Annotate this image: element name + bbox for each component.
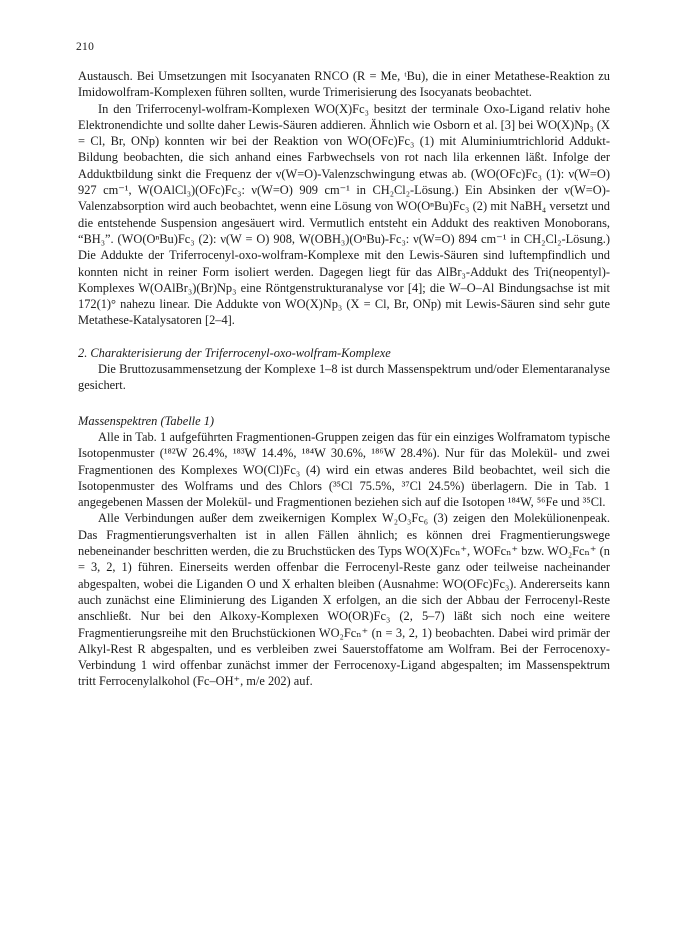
paragraph-composition: Die Bruttozusammensetzung der Komplexe 1–8 ist durch Massenspektrum und/oder Elementaranalyse gesichert. bbox=[78, 362, 610, 393]
paragraph-isotope-pattern: Alle in Tab. 1 aufgeführten Fragmentionen-Gruppen zeigen das für ein einziges Wolframatom typische Isotopenmuster (¹⁸²W 26.4%, ¹⁸³W 14.4%, ¹⁸⁴W 30.6%, ¹⁸⁶W 28.4%). Nur für das Molekül- und zwei Fragmentionen des Komplexes WO(Cl)Fc₃ (4) wird ein etwas anderes Bild beobachtet, weil sich die Isotopenmuster des Wolframs und des Chlors (³⁵Cl 75.5%, ³⁷Cl 24.5%) überlagern. Die in Tab. 1 angegebenen Massen der Molekül- und Fragmentionen beziehen sich auf die Isotopen ¹⁸⁴W, ⁵⁶Fe und ³⁵Cl. bbox=[78, 429, 610, 510]
page-number: 210 bbox=[76, 41, 95, 53]
paragraph-continuation: Austausch. Bei Umsetzungen mit Isocyanaten RNCO (R = Me, ᵗBu), die in einer Metathese-Reaktion zu Imidowolfram-Komplexen führen sollten, wurde Trimerisierung des Isocyanats beobachtet. bbox=[78, 69, 610, 100]
paragraph-fragmentation: Alle Verbindungen außer dem zweikernigen Komplex W₂O₃Fc₆ (3) zeigen den Molekülionenpeak. Das Fragmentierungsverhalten ist in allen Fällen ähnlich; es können drei Fragmentierungswege nebeneinander beschritten werden, die zu Bruchstücken des Typs WO(X)Fcₙ⁺, WOFcₙ⁺ bzw. WO₂Fcₙ⁺ (n = 3, 2, 1) führen. Einerseits werden offenbar die Ferrocenyl-Reste ganz oder teilweise nacheinander abgespalten, wobei die Liganden O und X erhalten bleiben (Ausnahme: WO(OFc)Fc₃). Andererseits kann auch zunächst eine Eliminierung des Liganden X erfolgen, an die sich der Abbau der Ferrocenyl-Reste anschließt. Nur bei den Alkoxy-Komplexen WO(OR)Fc₃ (2, 5–7) läßt sich noch eine weitere Fragmentierungsreihe mit den Bruchstückionen WO₂Fcₙ⁺ (n = 3, 2, 1) beobachten. Dabei wird primär der Alkyl-Rest R abgespalten, und es verbleiben zwei Sauerstoffatome am Wolfram. Bei der Ferrocenoxy-Verbindung 1 wird offenbar zunächst immer der Ferrocenoxy-Ligand abgespalten; im Massenspektrum tritt Ferrocenylalkohol (Fc–OH⁺, m/e 202) auf. bbox=[78, 511, 610, 689]
paragraph-lewis-acid-adducts: In den Triferrocenyl-wolfram-Komplexen WO(X)Fc₃ besitzt der terminale Oxo-Ligand relativ hohe Elektronendichte und sollte daher Lewis-Säuren addieren. Ähnlich wie Osborn et al. [3] bei WO(X)Np₃ (X = Cl, Br, ONp) konnten wir bei der Reaktion von WO(OFc)Fc₃ (1) mit Aluminiumtrichlorid Addukt-Bildung beobachten, die sich anhand eines Farbwechsels von rot nach lila erkennen läßt. Infolge der Adduktbildung sinkt die Frequenz der ν(W=O)-Valenzschwingung etwas ab. (WO(OFc)Fc₃ (1): ν(W=O) 927 cm⁻¹, W(OAlCl₃)(OFc)Fc₃: ν(W=O) 909 cm⁻¹ in CH₂Cl₂-Lösung.) Ein Absinken der ν(W=O)-Valenzabsorption wird auch beobachtet, wenn eine Lösung von WO(OⁿBu)Fc₃ (2) mit NaBH₄ versetzt und die entstehende Suspension angesäuert wird. Vermutlich entsteht ein Addukt des reaktiven Monoborans, “BH₃”. (WO(OⁿBu)Fc₃ (2): ν(W = O) 908, W(OBH₃)(OⁿBu)-Fc₃: ν(W=O) 894 cm⁻¹ in CH₂Cl₂-Lösung.) Die Addukte der Triferrocenyl-oxo-wolfram-Komplexe mit den Lewis-Säuren sind luftempfindlich und konnten nicht in reiner Form isoliert werden. Dagegen liegt für das AlBr₃-Addukt des Tri(neopentyl)-Komplexes W(OAlBr₃)(Br)Np₃ eine Röntgenstrukturanalyse vor [4]; die W–O–Al Bindungsachse ist mit 172(1)° nahezu linear. Die Addukte von WO(X)Np₃ (X = Cl, Br, ONp) mit Lewis-Säuren sind sehr gute Metathese-Katalysatoren [2–4]. bbox=[78, 101, 610, 328]
section-heading: 2. Charakterisierung der Triferrocenyl-oxo-wolfram-Komplexe bbox=[78, 345, 391, 360]
page-body bbox=[78, 68, 610, 690]
subsection-heading: Massenspektren (Tabelle 1) bbox=[78, 413, 215, 428]
